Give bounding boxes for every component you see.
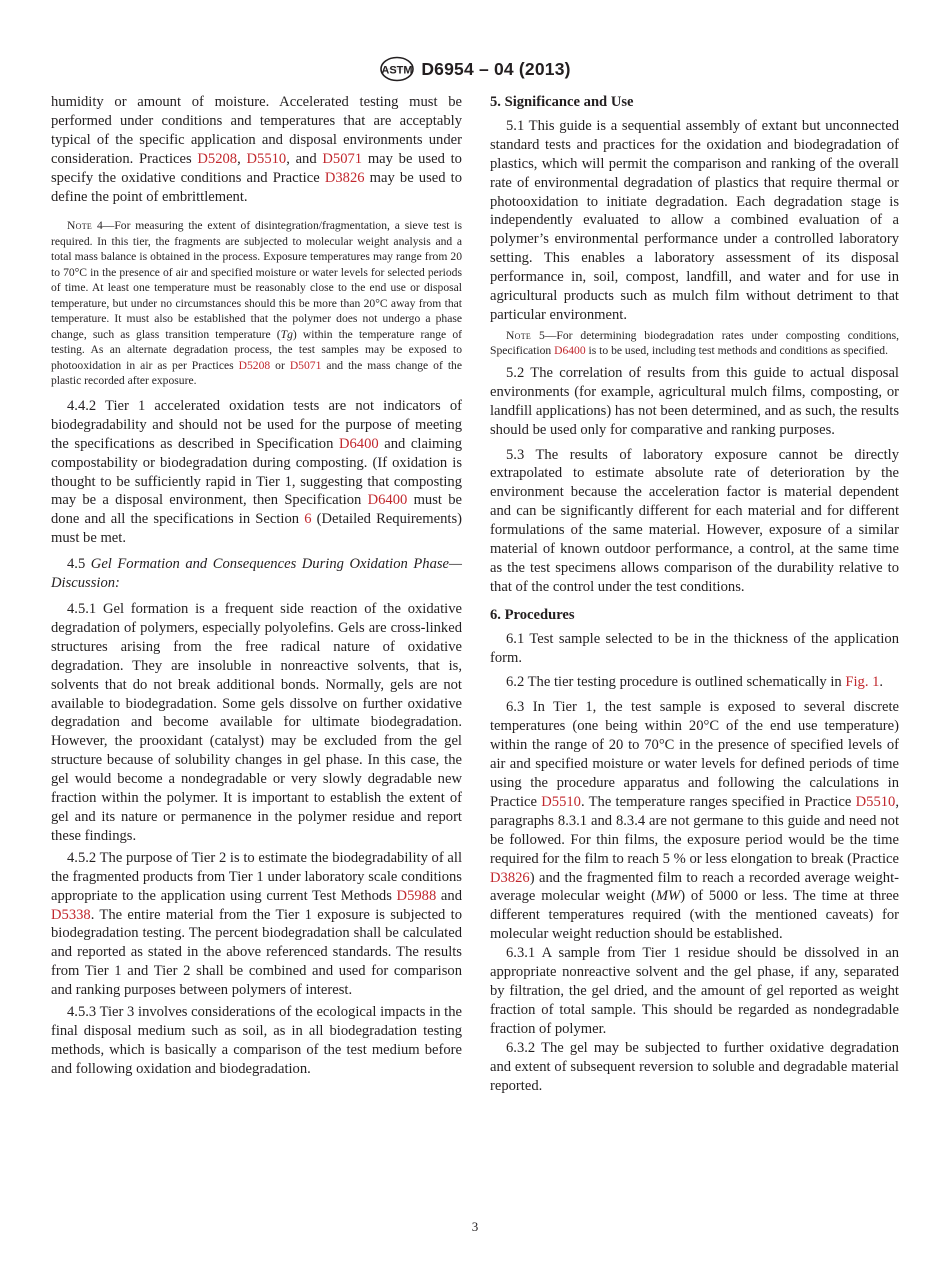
ref-link-d5510[interactable]: D5510 — [855, 793, 896, 810]
paragraph-4-5-1: 4.5.1 Gel formation is a frequent side reaction of the oxidative degradation of polymers, especially polyolefins. Gels are cross-linked structures arising from the free radical nature of oxidative degradation. They are insoluble in nonreactive solvents, that is, solvents that do not break additional bonds. Normally, gels are not available to biodegradation. Some gels dissolve on further oxidative degradation and become available for ultimate biodegradation. However, the prooxidant (catalyst) may be excluded from the gel structure because of solubility changes in gel phase. In this case, the gel would become a nondegradable or very slowly degradable new fraction within the polymer. It is important to establish the extent of gel and its nature or permanence in the polymer residue and report these findings. — [51, 601, 462, 844]
paragraph-5-2: 5.2 The correlation of results from this guide to actual disposal environments (for example, agricultural mulch films, composting, or landfill applications) has not been determined, and as such, the results should be used only for comparative and ranking purposes. — [490, 364, 899, 438]
astm-logo-icon — [379, 56, 415, 82]
paragraph-4-5-3: 4.5.3 Tier 3 involves considerations of the ecological impacts in the final disposal medium such as soil, as in all biodegradation testing methods, which is basically a comparison of the test medium before and following oxidation and biodegradation. — [51, 1004, 462, 1077]
section-5-heading: 5. Significance and Use — [490, 94, 634, 110]
paragraph-5-1: 5.1 This guide is a sequential assembly of extant but unconnected standard tests and practices for the oxidation and biodegradation of plastics, which will permit the comparison and ranking of the overall rate of environmental degradation of plastics that require thermal or photooxidation to initiate degradation. Each degradation stage is independently evaluated to allow a combined evaluation of a polymer’s environmental performance under a controlled laboratory setting. This enables a laboratory assessment of its disposal performance in, soil, compost, landfill, and water and for use in agricultural products such as mulch film without detriment to that particular environment. — [490, 117, 899, 323]
paragraph-6-2: 6.2 The tier testing procedure is outlined schematically in Fig. 1. — [506, 674, 884, 691]
ref-link-d6400[interactable]: D6400 — [554, 344, 586, 358]
ref-link-d6400[interactable]: D6400 — [338, 435, 379, 452]
paragraph-4-4-2: 4.4.2 Tier 1 accelerated oxidation tests are not indicators of biodegradability and should not be used for the purpose of meeting the specifications as described in Specification D6400 and claiming compostability or biodegradation during composting. (If oxidation is thought to be sufficiently rapid in Tier 1, suggesting that composting may be a disposal environment, then Specification D6400 must be done and all the specifications in Section 6 (Detailed Requirements) must be met. — [51, 397, 462, 547]
ref-link-section-6[interactable]: 6 — [304, 511, 312, 528]
ref-link-d6400[interactable]: D6400 — [367, 492, 408, 509]
ref-link-d5208[interactable]: D5208 — [197, 150, 238, 167]
ref-link-d5071[interactable]: D5071 — [322, 150, 363, 167]
ref-link-d5208[interactable]: D5208 — [238, 358, 271, 372]
paragraph-5-3: 5.3 The results of laboratory exposure cannot be directly extrapolated to estimate absolute rate of deterioration by the environment because the acceleration factor is material dependent and can be significantly different for each material and for different formulations of the same material. However, exposure of a similar material of known outdoor performance, a control, at the same time as the test specimens allows comparison of the durability relative to that of the control under the test conditions. — [490, 446, 899, 595]
paragraph-4-5-heading: 4.5 Gel Formation and Consequences During Oxidation Phase—Discussion: — [51, 556, 462, 592]
page-number: 3 — [471, 1219, 479, 1234]
ref-link-d5988[interactable]: D5988 — [396, 887, 437, 904]
ref-link-fig-1[interactable]: Fig. 1 — [845, 674, 880, 691]
paragraph-6-3-2: 6.3.2 The gel may be subjected to further oxidative degradation and extent of subsequent reversion to soluble and degradable material reported. — [490, 1039, 899, 1094]
note-4: Note 4—For measuring the extent of disintegration/fragmentation, a sieve test is required. In this tier, the fragments are subjected to molecular weight analysis and a total mass balance is obtained in the process. Exposure temperatures may range from 20 to 70°C in the presence of air and specified moisture or water levels for selected periods of time. At least one temperature must be reasonably close to the end use or disposal temperature, but under no circumstances should this be more than 20°C away from that temperature. It must also be established that the polymer does not undergo a phase change, such as glass transition temperature (Tg) within the temperature range of testing. As an alternate degradation process, the test samples may be exposed to photooxidation in air as per Practices D5208 or D5071 and the mass change of the plastic recorded after exposure. — [51, 219, 462, 388]
section-6-heading: 6. Procedures — [490, 606, 575, 623]
paragraph-6-3: 6.3 In Tier 1, the test sample is exposed to several discrete temperatures (one being within 20°C of the end use temperature) within the range of 20 to 70°C in the presence of specified levels of air and specified moisture or water levels for defined periods of time using the procedure apparatus and following the calculations in Practice D5510. The temperature ranges specified in Practice D5510, paragraphs 8.3.1 and 8.3.4 are not germane to this guide and need not be followed. For thin films, the exposure period would be the time required for the film to reach 5 % or less elongation to break (Practice D3826) and the fragmented film to reach a recorded average weight-average molecular weight (MW) of 5000 or less. The time at three different temperatures required (with the mentioned caveats) for molecular weight reduction should be established. — [490, 699, 899, 943]
right-column — [490, 93, 899, 1095]
ref-link-d3826[interactable]: D3826 — [490, 869, 530, 886]
page-header — [0, 56, 950, 84]
paragraph-4-5-2: 4.5.2 The purpose of Tier 2 is to estimate the biodegradability of all the fragmented products from Tier 1 under laboratory scale conditions appropriate to the application using current Test Methods D5988 and D5338. The entire material from the Tier 1 exposure is subjected to biodegradation testing. The percent biodegradation shall be calculated and reported as stated in the above referenced standards. The results from Tier 1 and Tier 2 shall be combined and used for comparison and ranking purposes between polymers of interest. — [51, 849, 462, 999]
svg-text:ASTM: ASTM — [381, 64, 413, 77]
ref-link-d5510[interactable]: D5510 — [246, 150, 287, 167]
paragraph-6-3-1: 6.3.1 A sample from Tier 1 residue should be dissolved in an appropriate nonreactive solvent and the gel phase, if any, separated by filtration, the gel dried, and the amount of gel reported as weight fraction of total sample. This should be regarded as nondegradable fraction of polymer. — [490, 945, 899, 1037]
note-5: Note 5—For determining biodegradation rates under composting conditions, Specification D6400 is to be used, including test methods and conditions as specified. — [490, 328, 899, 358]
standard-designation: D6954 – 04 (2013) — [421, 58, 571, 79]
ref-link-d5338[interactable]: D5338 — [51, 906, 91, 923]
ref-link-d5071[interactable]: D5071 — [289, 358, 322, 372]
paragraph-continued: humidity or amount of moisture. Accelerated testing must be performed under conditions and temperatures that are acceptably typical of the specific application and disposal environments under consideration. Practices D5208, D5510, and D5071 may be used to specify the oxidative conditions and Practice D3826 may be used to define the point of embrittlement. — [51, 94, 462, 205]
left-column — [51, 93, 462, 1079]
ref-link-d5510[interactable]: D5510 — [541, 793, 581, 810]
paragraph-6-1: 6.1 Test sample selected to be in the thickness of the application form. — [490, 630, 899, 666]
ref-link-d3826[interactable]: D3826 — [324, 169, 365, 186]
